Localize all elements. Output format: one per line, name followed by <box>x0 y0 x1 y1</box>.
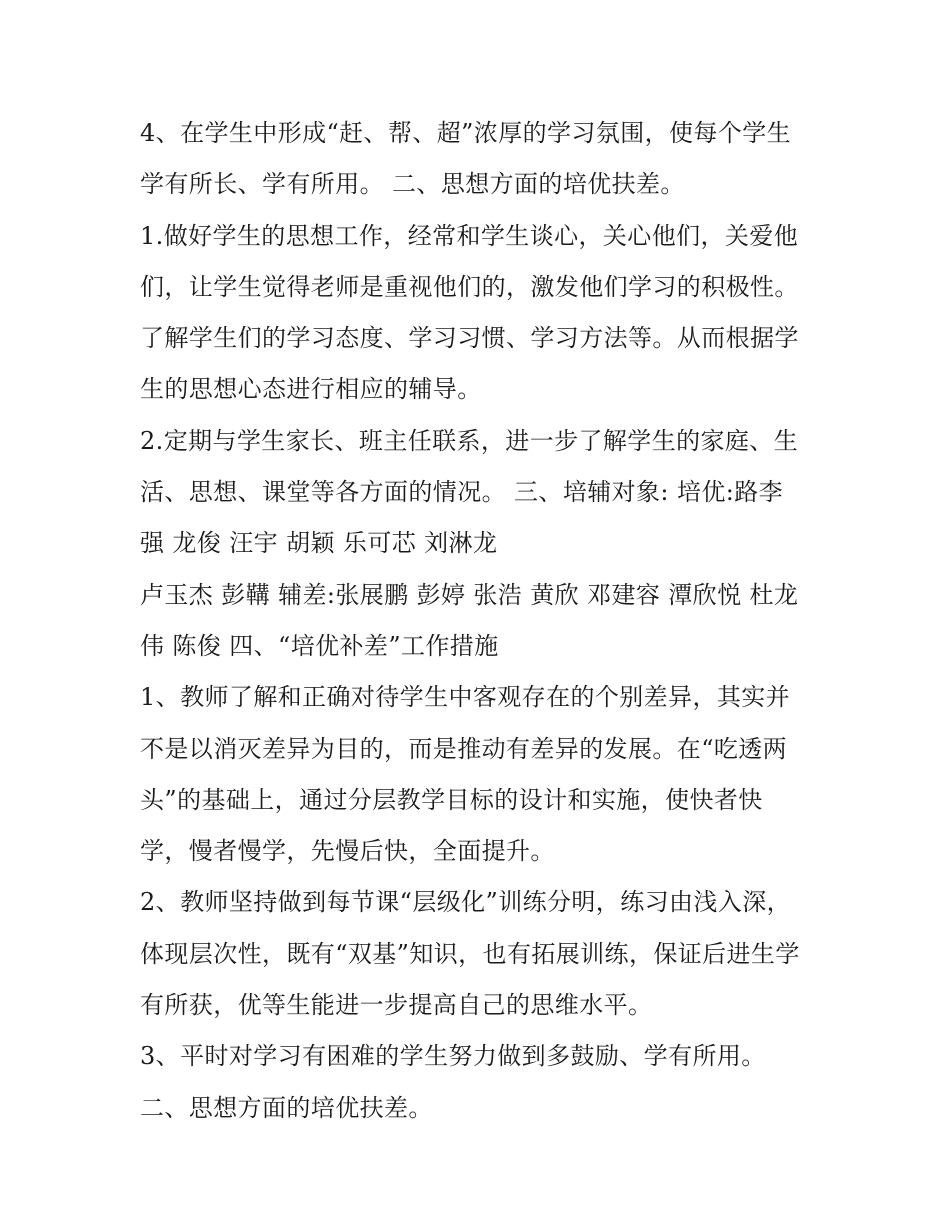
text-line: 体现层次性，既有“双基”知识，也有拓展训练，保证后进生学 <box>140 939 800 968</box>
text-line: 强 龙俊 汪宇 胡颖 乐可芯 刘淋龙 <box>140 529 498 558</box>
text-line: 1.做好学生的思想工作，经常和学生谈心，关心他们，关爱他 <box>140 221 799 250</box>
text-line: 活、思想、课堂等各方面的情况。 三、培辅对象: 培优:路李 <box>140 478 784 507</box>
text-line: 2、教师坚持做到每节课“层级化”训练分明，练习由浅入深， <box>140 888 792 917</box>
text-line: 卢玉杰 彭鞲 辅差:张展鹏 彭婷 张浩 黄欣 邓建容 潭欣悦 杜龙 <box>140 580 799 609</box>
text-line: 3、平时对学习有困难的学生努力做到多鼓励、学有所用。 <box>140 1042 766 1071</box>
text-line: 4、在学生中形成“赶、帮、超”浓厚的学习氛围，使每个学生 <box>140 119 792 147</box>
document-body <box>140 108 820 1134</box>
text-line: 学，慢者慢学，先慢后快，全面提升。 <box>140 837 555 866</box>
text-line: 二、思想方面的培优扶差。 <box>140 1093 433 1122</box>
text-line: 不是以消灭差异为目的，而是推动有差异的发展。在“吃透两 <box>140 734 788 763</box>
text-line: 头”的基础上，通过分层教学目标的设计和实施，使快者快 <box>140 785 763 814</box>
text-line: 生的思想心态进行相应的辅导。 <box>140 375 482 404</box>
text-line: 学有所长、学有所用。 二、思想方面的培优扶差。 <box>140 170 685 199</box>
text-line: 们，让学生觉得老师是重视他们的，激发他们学习的积极性。 <box>140 272 799 301</box>
text-line: 伟 陈俊 四、“培优补差”工作措施 <box>140 631 499 660</box>
text-line: 了解学生们的学习态度、学习习惯、学习方法等。从而根据学 <box>140 324 799 353</box>
text-line: 1、教师了解和正确对待学生中客观存在的个别差异，其实并 <box>140 683 791 712</box>
text-line: 有所获，优等生能进一步提高自己的思维水平。 <box>140 991 653 1020</box>
text-line: 2.定期与学生家长、班主任联系，进一步了解学生的家庭、生 <box>140 426 799 455</box>
